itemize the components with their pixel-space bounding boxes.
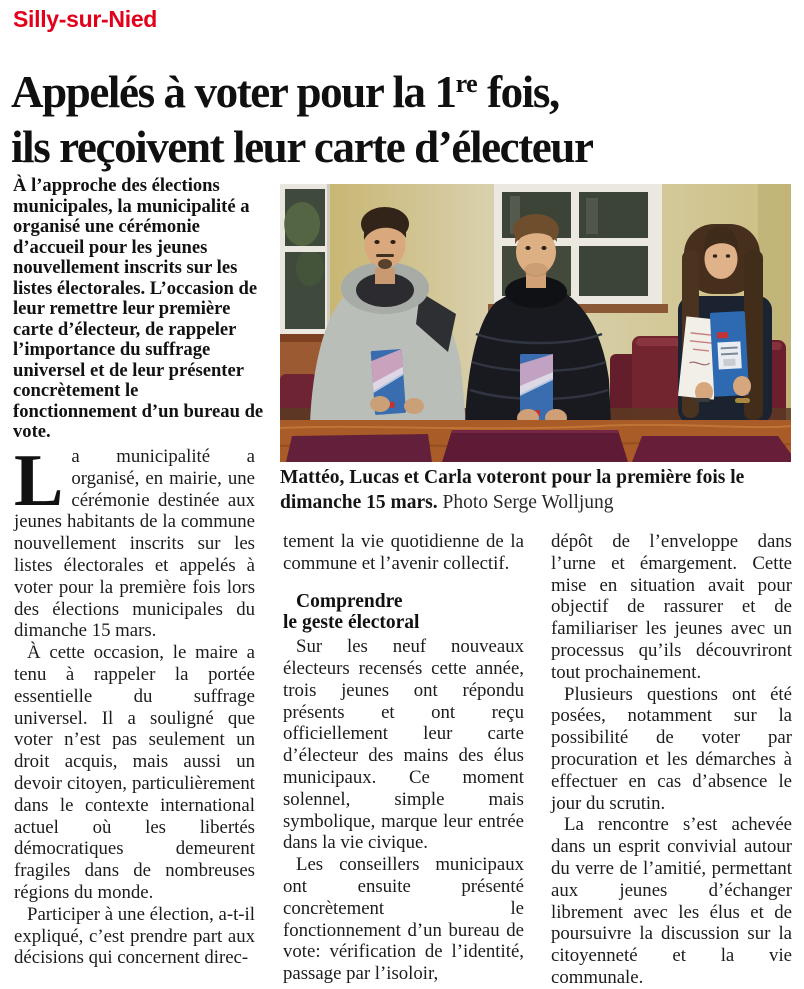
article-standfirst: À l’approche des élections municipales, la municipalité a organisé une cérémonie d’accueil pour les jeunes nouvellement inscrits sur les listes électorales. L’occasion de leur remettre leur première carte d’électeur, de rappeler l’importance du suffrage universel et de leur présenter concrètement le fonctionnement d’un bureau de vote. xyxy=(13,175,264,442)
paragraph: Participer à une élection, a-t-il expliqué, c’est prendre part aux décisions qui concernent direc- xyxy=(14,903,255,969)
table xyxy=(280,420,791,462)
paragraph: La municipalité a organisé, en mairie, une cérémonie destinée aux jeunes habitants de la commune nouvellement inscrits sur les listes électorales et appelés à voter pour la première fois lors des élections municipales du dimanche 15 mars. xyxy=(14,440,255,642)
paragraph: Les conseillers municipaux ont ensuite présenté concrètement le fonctionnement d’un bureau de vote: vérification de l’identité, passage par l’isoloir, xyxy=(283,854,524,985)
paragraph: tement la vie quotidienne de la commune et l’avenir collectif. xyxy=(283,531,524,574)
body-column-1 xyxy=(14,440,255,969)
paragraph: À cette occasion, le maire a tenu à rappeler la portée essentielle du suffrage universel. Il a souligné que voter n’est pas seulement un droit acquis, mais aussi un devoir citoyen, particulièrement dans le contexte international actuel où les libertés démocratiques demeurent fragiles dans de nombreuses régions du monde. xyxy=(14,642,255,903)
photo-credit: Photo Serge Wolljung xyxy=(437,491,614,513)
left-window xyxy=(280,184,330,336)
body-column-3 xyxy=(551,531,792,989)
person-right xyxy=(678,224,772,424)
caption-text: Mattéo, Lucas et Carla voteront pour la première fois le dimanche 15 mars. xyxy=(280,467,745,513)
drop-cap: L xyxy=(14,440,64,522)
headline-line2: ils reçoivent leur carte d’électeur xyxy=(11,122,593,173)
photo-illustration xyxy=(280,184,791,462)
article-photo xyxy=(280,184,791,462)
wall-trim xyxy=(280,334,324,342)
paragraph: Sur les neuf nouveaux électeurs recensés cette année, trois jeunes ont répondu présents et ont reçu officiellement leur carte d’électeur des mains des élus municipaux. Ce moment solennel, simple mais symbolique, marque leur entrée dans la vie civique. xyxy=(283,636,524,854)
paragraph: Plusieurs questions ont été posées, notamment sur la possibilité de voter par procuration et les démarches à effectuer en cas d’absence le jour du scrutin. xyxy=(551,683,792,814)
article-headline xyxy=(11,68,797,171)
ordinal-superscript: re xyxy=(455,69,478,99)
headline-line1: Appelés à voter pour la 1re fois, xyxy=(11,67,559,118)
kicker-location: Silly-sur-Nied xyxy=(13,6,158,32)
paragraph: dépôt de l’enveloppe dans l’urne et émargement. Cette mise en situation avait pour objectif de rassurer et de familiariser les jeunes avec un processus qu’ils découvriront tout prochainement. xyxy=(551,531,792,683)
body-column-2 xyxy=(283,531,524,985)
photo-caption xyxy=(280,466,795,515)
section-subhead: Comprendre le geste électoral xyxy=(283,590,420,634)
paragraph: La rencontre s’est achevée dans un esprit convivial autour du verre de l’amitié, permettant aux jeunes d’échanger librement avec les élus et de poursuivre la discussion sur la citoyenneté et la vie communale. xyxy=(551,814,792,988)
